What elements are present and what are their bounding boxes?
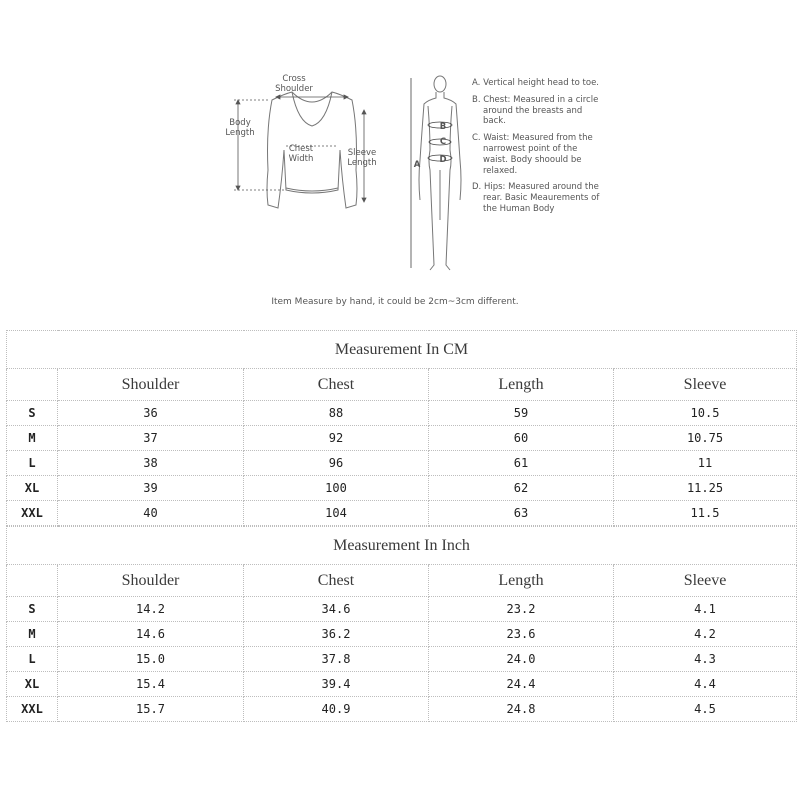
table-cell: 15.0 — [58, 647, 244, 672]
table-cell: 24.0 — [429, 647, 614, 672]
table-cell: 62 — [429, 476, 614, 501]
header-size — [7, 565, 58, 597]
table-title: Measurement In CM — [7, 331, 797, 369]
table-cell: 23.6 — [429, 622, 614, 647]
table-row — [7, 672, 797, 697]
header-sleeve: Sleeve — [614, 369, 797, 401]
size-cell: S — [7, 401, 58, 426]
size-cell: M — [7, 622, 58, 647]
table-cell: 40 — [58, 501, 244, 526]
table-row — [7, 622, 797, 647]
header-chest: Chest — [244, 369, 429, 401]
size-cell: L — [7, 451, 58, 476]
cross-shoulder-label: Cross Shoulder — [275, 74, 313, 94]
letter-b: B — [439, 122, 447, 132]
measure-caption: Item Measure by hand, it could be 2cm~3cm different. — [271, 297, 519, 307]
note-b: B. Chest: Measured in a circle around the breasts and back. — [472, 94, 599, 127]
table-cell: 92 — [244, 426, 429, 451]
table-cell: 100 — [244, 476, 429, 501]
table-cell: 104 — [244, 501, 429, 526]
table-cell: 96 — [244, 451, 429, 476]
table-cell: 4.1 — [614, 597, 797, 622]
table-cell: 59 — [429, 401, 614, 426]
table-row — [7, 597, 797, 622]
table-cell: 36 — [58, 401, 244, 426]
table-title: Measurement In Inch — [7, 527, 797, 565]
size-cell: M — [7, 426, 58, 451]
header-sleeve: Sleeve — [614, 565, 797, 597]
measurement-notes — [472, 78, 602, 221]
table-cell: 23.2 — [429, 597, 614, 622]
table-cell: 88 — [244, 401, 429, 426]
table-cell: 60 — [429, 426, 614, 451]
table-cell: 38 — [58, 451, 244, 476]
header-length: Length — [429, 565, 614, 597]
header-length: Length — [429, 369, 614, 401]
table-cell: 4.5 — [614, 697, 797, 722]
body-length-label: Body Length — [225, 118, 255, 138]
table-cell: 15.7 — [58, 697, 244, 722]
size-cell: S — [7, 597, 58, 622]
table-cell: 39.4 — [244, 672, 429, 697]
size-cell: L — [7, 647, 58, 672]
letter-c: C — [439, 137, 447, 147]
note-c: C. Waist: Measured from the narrowest point of the waist. Body shoould be relaxed. — [472, 133, 593, 176]
note-a: A. Vertical height head to toe. — [472, 78, 600, 88]
header-shoulder: Shoulder — [58, 565, 244, 597]
table-cell: 61 — [429, 451, 614, 476]
size-cell: XXL — [7, 697, 58, 722]
header-shoulder: Shoulder — [58, 369, 244, 401]
chest-width-label: Chest Width — [288, 144, 314, 164]
table-cell: 37 — [58, 426, 244, 451]
table-cell: 4.2 — [614, 622, 797, 647]
table-row — [7, 647, 797, 672]
table-cell: 40.9 — [244, 697, 429, 722]
table-cell: 11.25 — [614, 476, 797, 501]
table-cell: 37.8 — [244, 647, 429, 672]
body-figure — [408, 70, 478, 275]
table-cell: 10.75 — [614, 426, 797, 451]
table-cell: 14.6 — [58, 622, 244, 647]
table-cell: 11.5 — [614, 501, 797, 526]
table-row — [7, 451, 797, 476]
table-row — [7, 401, 797, 426]
size-table-inch — [6, 526, 797, 722]
header-size — [7, 369, 58, 401]
table-cell: 14.2 — [58, 597, 244, 622]
table-cell: 4.3 — [614, 647, 797, 672]
size-cell: XL — [7, 476, 58, 501]
table-cell: 11 — [614, 451, 797, 476]
table-row — [7, 697, 797, 722]
header-chest: Chest — [244, 565, 429, 597]
table-cell: 63 — [429, 501, 614, 526]
letter-a: A — [413, 160, 421, 170]
table-row — [7, 426, 797, 451]
note-d: D. Hips: Measured around the rear. Basic Meaurements of the Human Body — [472, 182, 600, 214]
table-cell: 34.6 — [244, 597, 429, 622]
table-row — [7, 476, 797, 501]
table-cell: 39 — [58, 476, 244, 501]
table-cell: 15.4 — [58, 672, 244, 697]
size-table-cm — [6, 330, 797, 526]
table-cell: 24.4 — [429, 672, 614, 697]
table-row — [7, 501, 797, 526]
table-cell: 24.8 — [429, 697, 614, 722]
table-cell: 4.4 — [614, 672, 797, 697]
letter-d: D — [439, 155, 447, 165]
table-cell: 10.5 — [614, 401, 797, 426]
sleeve-length-label: Sleeve Length — [347, 148, 377, 168]
size-cell: XL — [7, 672, 58, 697]
size-cell: XXL — [7, 501, 58, 526]
table-cell: 36.2 — [244, 622, 429, 647]
